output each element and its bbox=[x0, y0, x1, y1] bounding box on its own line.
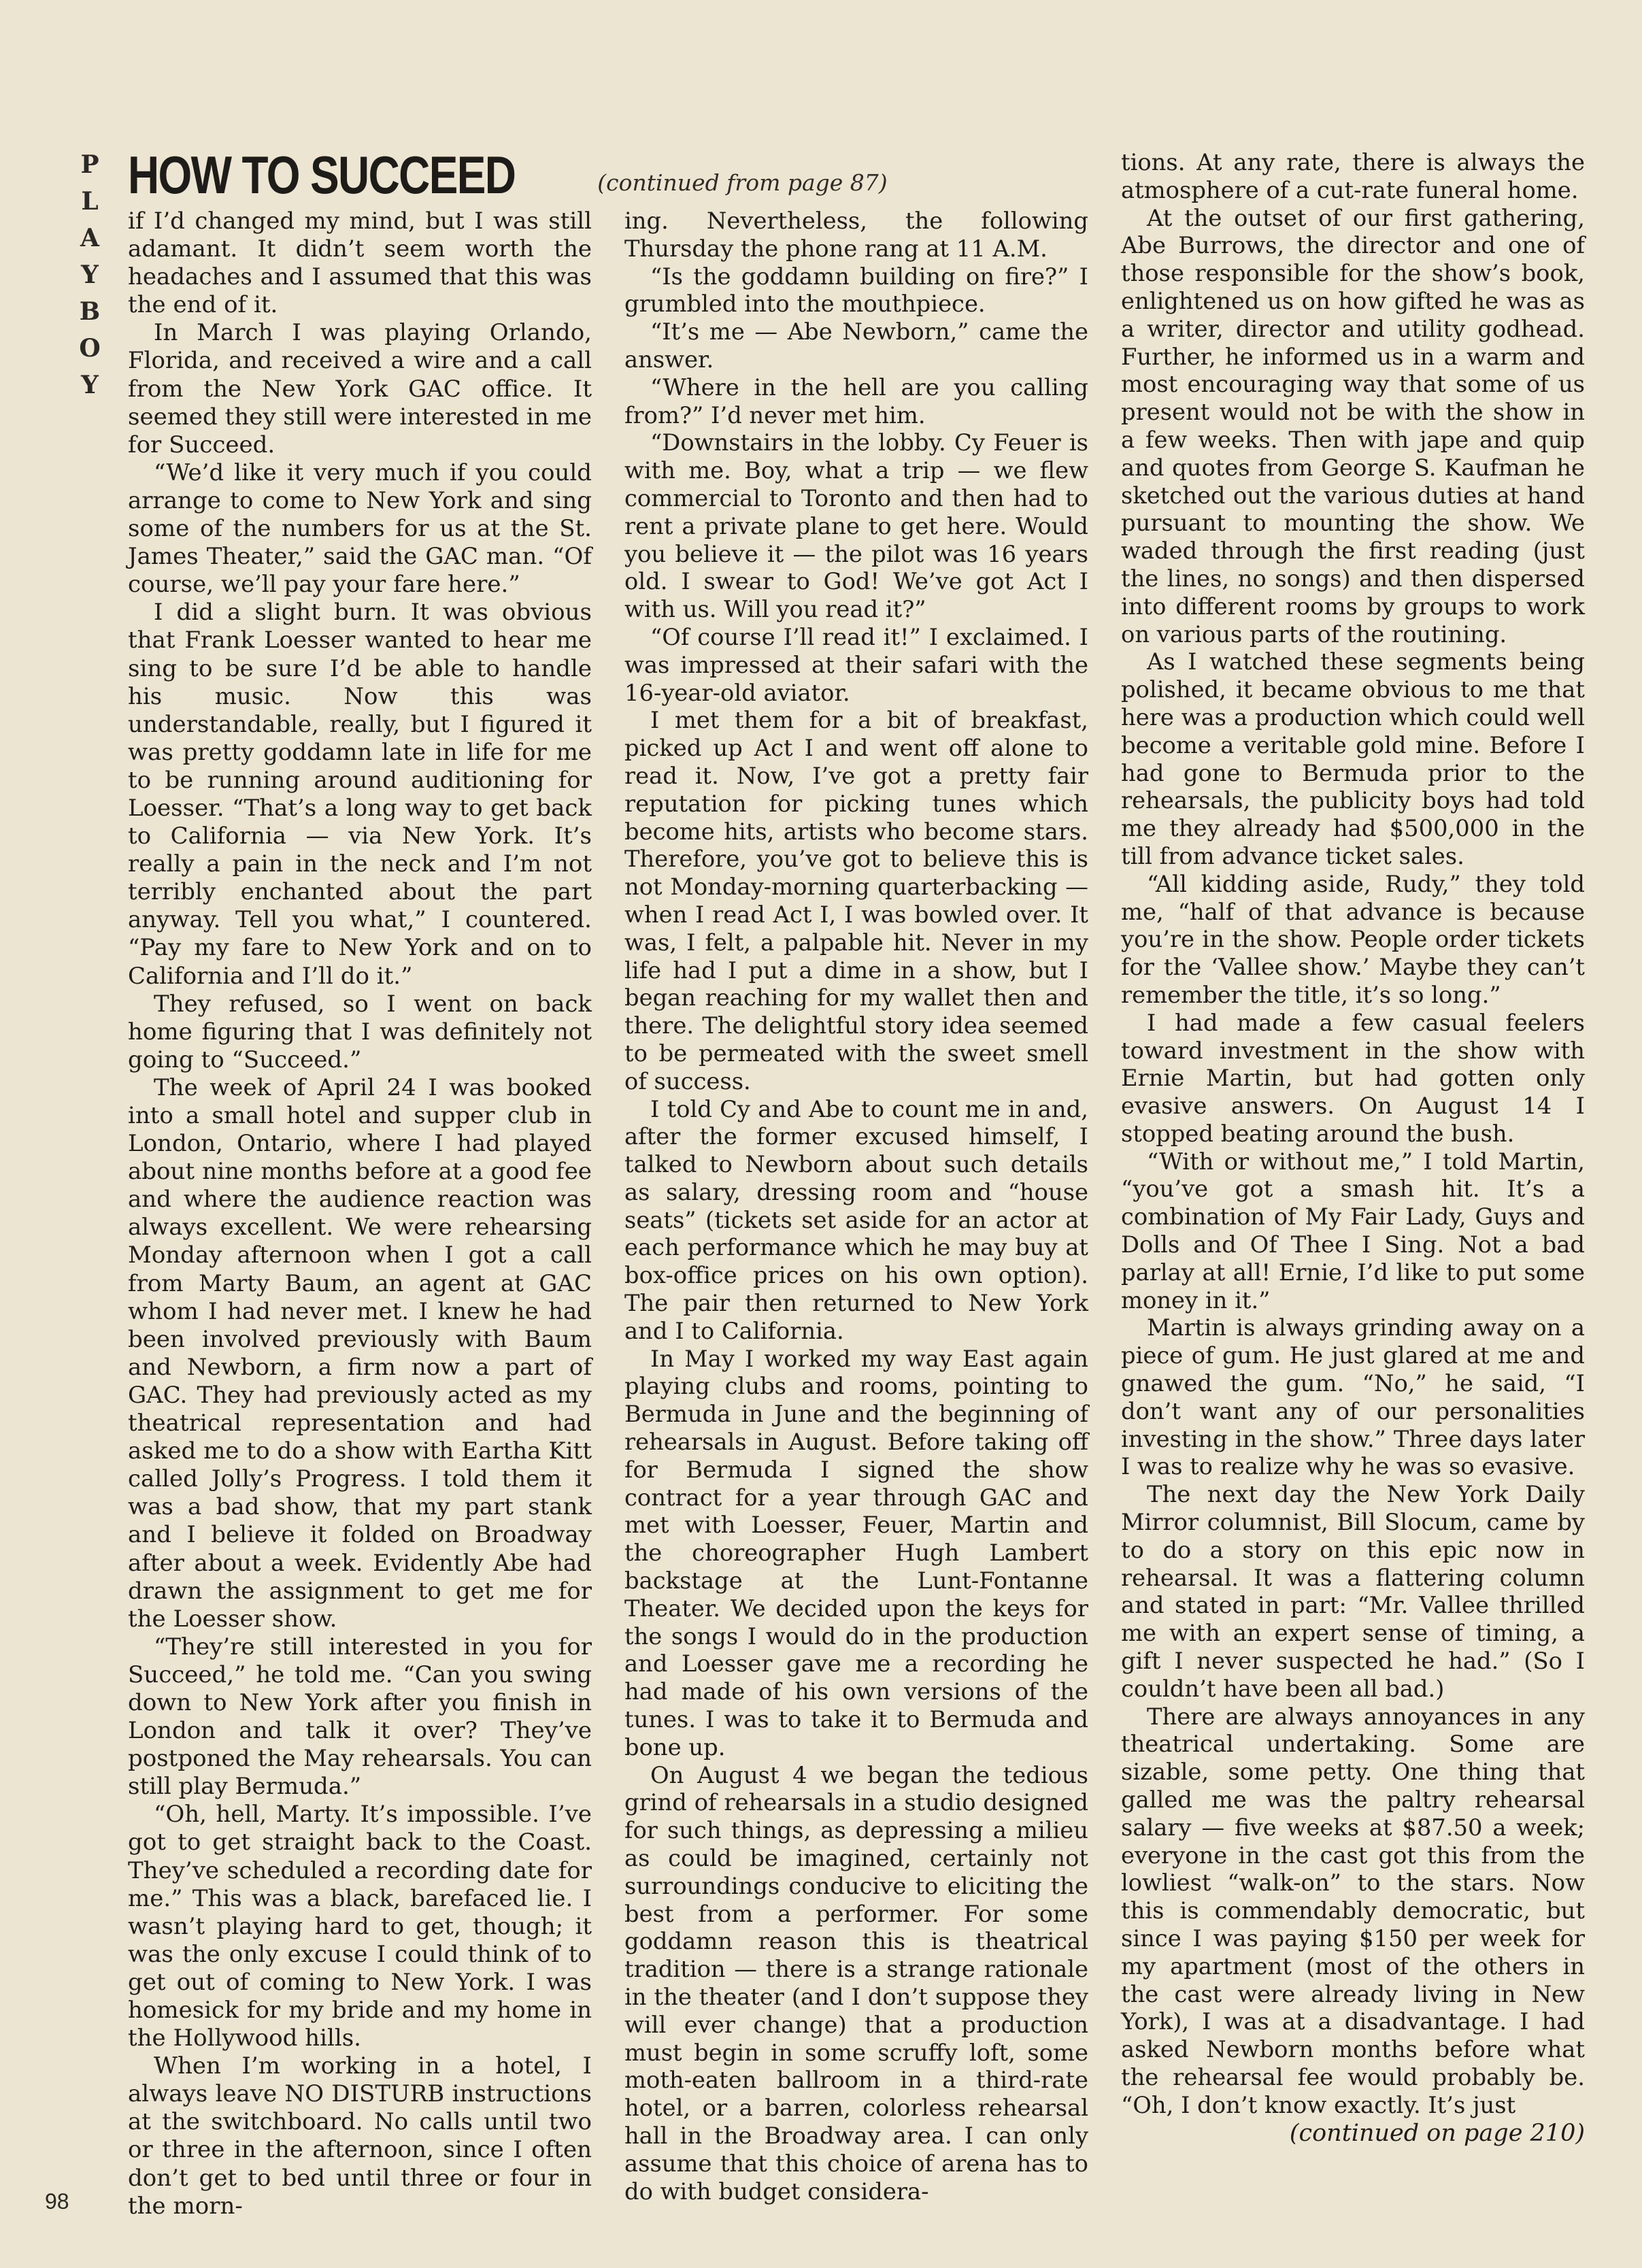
paragraph: I had made a few casual feelers toward investment in the show with Ernie Martin, but had gotten only evasive answers. On August 14 I stopped beating around the bush. bbox=[1121, 1009, 1585, 1147]
paragraph: “We’d like it very much if you could arrange to come to New York and sing some of the numbers for us at the St. James Theater,” said the GAC man. “Of course, we’ll pay your fare here.” bbox=[128, 458, 592, 599]
paragraph: Martin is always grinding away on a piece of gum. He just glared at me and gnawed the gum. “No,” he said, “I don’t want any of our personalities investing in the show.” Three days later I was to realize why he was so evasive. bbox=[1121, 1314, 1585, 1480]
paragraph: “They’re still interested in you for Succeed,” he told me. “Can you swing down to New York after you finish in London and talk it over? They’ve postponed the May rehearsals. You can still play Bermuda.” bbox=[128, 1633, 592, 1801]
paragraph: As I watched these segments being polished, it became obvious to me that here was a production which could well become a veritable gold mine. Before I had gone to Bermuda prior to the rehearsals, the publicity boys had told me they already had $500,000 in the till from advance ticket sales. bbox=[1121, 648, 1585, 869]
paragraph: if I’d changed my mind, but I was still adamant. It didn’t seem worth the headaches and I assumed that this was the end of it. bbox=[128, 207, 592, 319]
paragraph: “Where in the hell are you calling from?” I’d never met him. bbox=[624, 373, 1088, 429]
paragraph: “Downstairs in the lobby. Cy Feuer is with me. Boy, what a trip — we flew commercial to Toronto and then had to rent a private plane to get here. Would you believe it — the pilot was 16 years old. I swear to God! We’ve got Act I with us. Will you read it?” bbox=[624, 429, 1088, 623]
paragraph: tions. At any rate, there is always the atmosphere of a cut-rate funeral home. bbox=[1121, 149, 1585, 203]
paragraph: At the outset of our first gathering, Abe Burrows, the director and one of those responsible for the show’s book, enlightened us on how gifted he was as a writer, director and utility godhead. Further, he informed us in a warm and most encouraging way that some of us present would not be with the show in a few weeks. Then with jape and quip and quotes from George S. Kaufman he sketched out the various duties at hand pursuant to mounting the show. We waded through the first reading (just the lines, no songs) and then dispersed into different rooms by groups to work on various parts of the routining. bbox=[1121, 204, 1585, 648]
paragraph: In March I was playing Orlando, Florida, and received a wire and a call from the New York GAC office. It seemed they still were interested in me for Succeed. bbox=[128, 319, 592, 458]
sidebar-letter: Y bbox=[81, 261, 99, 289]
continued-from: (continued from page 87) bbox=[597, 169, 888, 196]
sidebar-letter: A bbox=[80, 224, 99, 252]
paragraph: “Of course I’ll read it!” I exclaimed. I was impressed at their safari with the 16-year-old aviator. bbox=[624, 623, 1088, 706]
paragraph: There are always annoyances in any theatrical undertaking. Some are sizable, some petty. One thing that galled me was the paltry rehearsal salary — five weeks at $87.50 a week; everyone in the cast got this from the lowliest “walk-on” to the stars. Now this is commendably democratic, but since I was paying $150 per week for my apartment (most of the others in the cast were already living in New York), I was at a disadvantage. I had asked Newborn months before what the rehearsal fee would probably be. “Oh, I don’t know exactly. It’s just bbox=[1121, 1703, 1585, 2118]
paragraph: I met them for a bit of breakfast, picked up Act I and went off alone to read it. Now, I’ve got a pretty fair reputation for picking tunes which become hits, artists who become stars. Therefore, you’ve got to believe this is not Monday-morning quarterbacking — when I read Act I, I was bowled over. It was, I felt, a palpable hit. Never in my life had I put a dime in a show, but I began reaching for my wallet then and there. The delightful story idea seemed to be permeated with the sweet smell of success. bbox=[624, 707, 1088, 1095]
paragraph: When I’m working in a hotel, I always leave NO DISTURB instructions at the switchboard. No calls until two or three in the afternoon, since I often don’t get to bed until three or four in the morn- bbox=[128, 2052, 592, 2220]
page-number: 98 bbox=[45, 2189, 69, 2214]
magazine-name-vertical bbox=[76, 146, 103, 403]
paragraph: “It’s me — Abe Newborn,” came the answer. bbox=[624, 318, 1088, 373]
column-2 bbox=[624, 207, 1088, 2205]
sidebar-letter: P bbox=[80, 150, 99, 179]
column-1 bbox=[128, 207, 592, 2220]
paragraph: In May I worked my way East again playing clubs and rooms, pointing to Bermuda in June and the beginning of rehearsals in August. Before taking off for Bermuda I signed the show contract for a year through GAC and met with Loesser, Feuer, Martin and the choreographer Hugh Lambert backstage at the Lunt-Fontanne Theater. We decided upon the keys for the songs I would do in the production and Loesser gave me a recording he had made of his own versions of the tunes. I was to take it to Bermuda and bone up. bbox=[624, 1345, 1088, 1761]
paragraph: “Oh, hell, Marty. It’s impossible. I’ve got to get straight back to the Coast. They’ve scheduled a recording date for me.” This was a black, barefaced lie. I wasn’t playing hard to get, though; it was the only excuse I could think of to get out of coming to New York. I was homesick for my bride and my home in the Hollywood hills. bbox=[128, 1801, 592, 2052]
paragraph: ing. Nevertheless, the following Thursday the phone rang at 11 A.M. bbox=[624, 207, 1088, 262]
paragraph: On August 4 we began the tedious grind of rehearsals in a studio designed for such things, as depressing a milieu as could be imagined, certainly not surroundings conducive to eliciting the best from a performer. For some goddamn reason this is theatrical tradition — there is a strange rationale in the theater (and I don’t suppose they will ever change) that a production must begin in some scruffy loft, some moth-eaten ballroom in a third-rate hotel, or a barren, colorless rehearsal hall in the Broadway area. I can only assume that this choice of arena has to do with budget considera- bbox=[624, 1761, 1088, 2205]
sidebar-letter: Y bbox=[81, 371, 99, 399]
paragraph: They refused, so I went on back home figuring that I was definitely not going to “Succeed.” bbox=[128, 990, 592, 1073]
paragraph: I did a slight burn. It was obvious that Frank Loesser wanted to hear me sing to be sure I’d be able to handle his music. Now this was understandable, really, but I figured it was pretty goddamn late in life for me to be running around auditioning for Loesser. “That’s a long way to get back to California — via New York. It’s really a pain in the neck and I’m not terribly enchanted about the part anyway. Tell you what,” I countered. “Pay my fare to New York and on to California and I’ll do it.” bbox=[128, 599, 592, 990]
paragraph: “All kidding aside, Rudy,” they told me, “half of that advance is because you’re in the show. People order tickets for the ‘Vallee show.’ Maybe they can’t remember the title, it’s so long.” bbox=[1121, 870, 1585, 1008]
column-3 bbox=[1121, 149, 1585, 2147]
sidebar-letter: O bbox=[79, 334, 101, 363]
paragraph: I told Cy and Abe to count me in and, after the former excused himself, I talked to Newborn about such details as salary, dressing room and “house seats” (tickets set aside for an actor at each performance which he may buy at box-office prices on his own option). The pair then returned to New York and I to California. bbox=[624, 1095, 1088, 1344]
paragraph: The week of April 24 I was booked into a small hotel and supper club in London, Ontario, where I had played about nine months before at a good fee and where the audience reaction was always excellent. We were rehearsing Monday afternoon when I got a call from Marty Baum, an agent at GAC whom I had never met. I knew he had been involved previously with Baum and Newborn, a firm now a part of GAC. They had previously acted as my theatrical representation and had asked me to do a show with Eartha Kitt called Jolly’s Progress. I told them it was a bad show, that my part stank and I believe it folded on Broadway after about a week. Evidently Abe had drawn the assignment to get me for the Loesser show. bbox=[128, 1073, 592, 1633]
article-header bbox=[128, 145, 888, 205]
article-title: HOW TO SUCCEED bbox=[128, 145, 516, 205]
paragraph: “With or without me,” I told Martin, “you’ve got a smash hit. It’s a combination of My Fair Lady, Guys and Dolls and Of Thee I Sing. Not a bad parlay at all! Ernie, I’d like to put some money in it.” bbox=[1121, 1148, 1585, 1314]
paragraph: The next day the New York Daily Mirror columnist, Bill Slocum, came by to do a story on this epic now in rehearsal. It was a flattering column and stated in part: “Mr. Vallee thrilled me with an expert sense of timing, a gift I never suspected he had.” (So I couldn’t have been all bad.) bbox=[1121, 1481, 1585, 1702]
continued-on: (continued on page 210) bbox=[1289, 2119, 1585, 2147]
sidebar-letter: B bbox=[79, 297, 101, 326]
sidebar-letter: L bbox=[81, 187, 99, 216]
paragraph: “Is the goddamn building on fire?” I grumbled into the mouthpiece. bbox=[624, 263, 1088, 318]
